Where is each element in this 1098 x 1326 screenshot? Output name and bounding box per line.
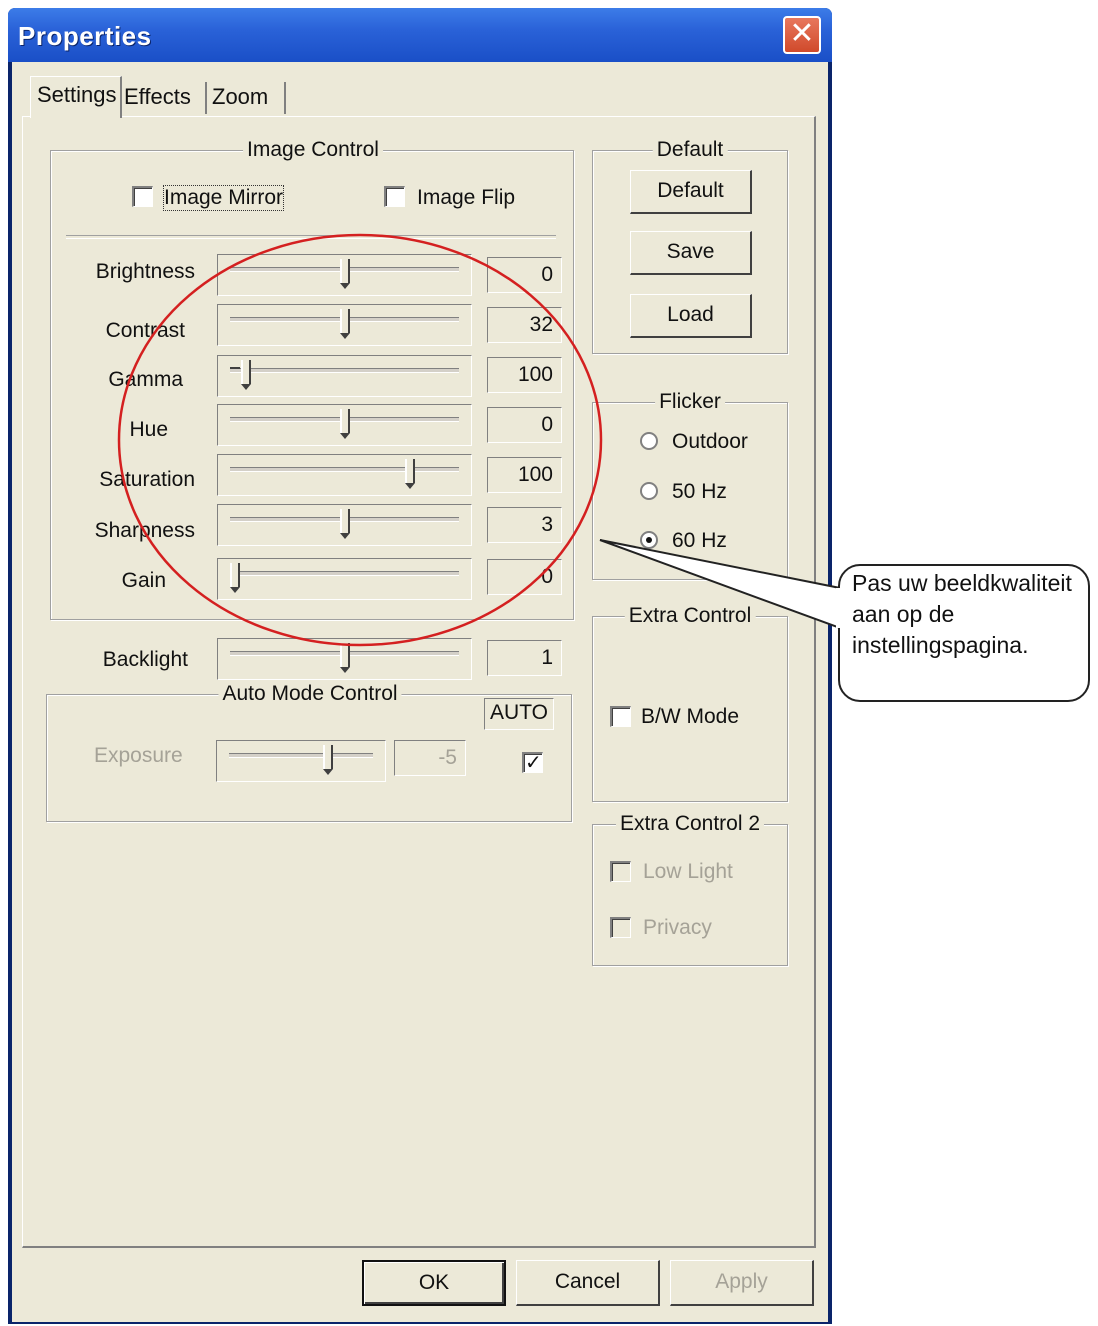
image-mirror-label: Image Mirror xyxy=(164,186,284,209)
outdoor-label: Outdoor xyxy=(672,430,748,453)
gamma-value[interactable]: 100 xyxy=(487,357,562,393)
callout-pointer xyxy=(600,540,840,628)
callout-joint xyxy=(836,588,842,628)
backlight-label: Backlight xyxy=(102,648,188,671)
60hz-label: 60 Hz xyxy=(672,529,727,552)
tab-effects-label: Effects xyxy=(124,84,191,109)
auto-mode-control-title: Auto Mode Control xyxy=(218,682,401,706)
saturation-label: Saturation xyxy=(99,468,195,491)
callout-text: Pas uw beeldkwaliteit aan op de instellingspagina. xyxy=(852,570,1072,658)
backlight-value[interactable]: 1 xyxy=(487,640,562,676)
gamma-label: Gamma xyxy=(108,368,183,391)
tab-zoom-label: Zoom xyxy=(212,84,269,109)
contrast-label: Contrast xyxy=(105,319,185,342)
gain-label: Gain xyxy=(121,569,166,592)
brightness-label: Brightness xyxy=(95,260,195,283)
default-button-label: Default xyxy=(657,179,724,202)
annotation-circle xyxy=(119,235,601,645)
brightness-value[interactable]: 0 xyxy=(487,257,562,293)
default-group-title: Default xyxy=(653,138,728,162)
flicker-group-title: Flicker xyxy=(655,390,725,414)
privacy-label: Privacy xyxy=(643,916,712,939)
save-button-label: Save xyxy=(666,240,715,263)
exposure-label: Exposure xyxy=(94,744,183,767)
image-flip-label: Image Flip xyxy=(417,186,516,209)
close-icon: ✕ xyxy=(789,17,815,50)
ok-button[interactable]: OK xyxy=(362,1260,506,1306)
saturation-value[interactable]: 100 xyxy=(487,457,562,493)
image-control-title: Image Control xyxy=(243,138,383,162)
apply-button: Apply xyxy=(670,1260,814,1306)
bw-mode-label: B/W Mode xyxy=(641,705,740,728)
window-title: Properties xyxy=(18,21,152,51)
exposure-value: -5 xyxy=(394,740,466,776)
sharpness-value[interactable]: 3 xyxy=(487,507,562,543)
contrast-value[interactable]: 32 xyxy=(487,307,562,343)
auto-label: AUTO xyxy=(484,698,554,730)
50hz-label: 50 Hz xyxy=(672,480,727,503)
hue-value[interactable]: 0 xyxy=(487,407,562,443)
load-button-label: Load xyxy=(667,303,714,326)
extra-control-2-title: Extra Control 2 xyxy=(616,812,764,836)
check-icon: ✓ xyxy=(525,752,542,774)
tab-settings-label: Settings xyxy=(37,82,117,107)
hue-label: Hue xyxy=(129,418,168,441)
extra-control-title: Extra Control xyxy=(625,604,756,628)
cancel-button[interactable]: Cancel xyxy=(516,1260,660,1306)
low-light-label: Low Light xyxy=(643,860,733,883)
gain-value[interactable]: 0 xyxy=(487,559,562,595)
sharpness-label: Sharpness xyxy=(94,519,195,542)
